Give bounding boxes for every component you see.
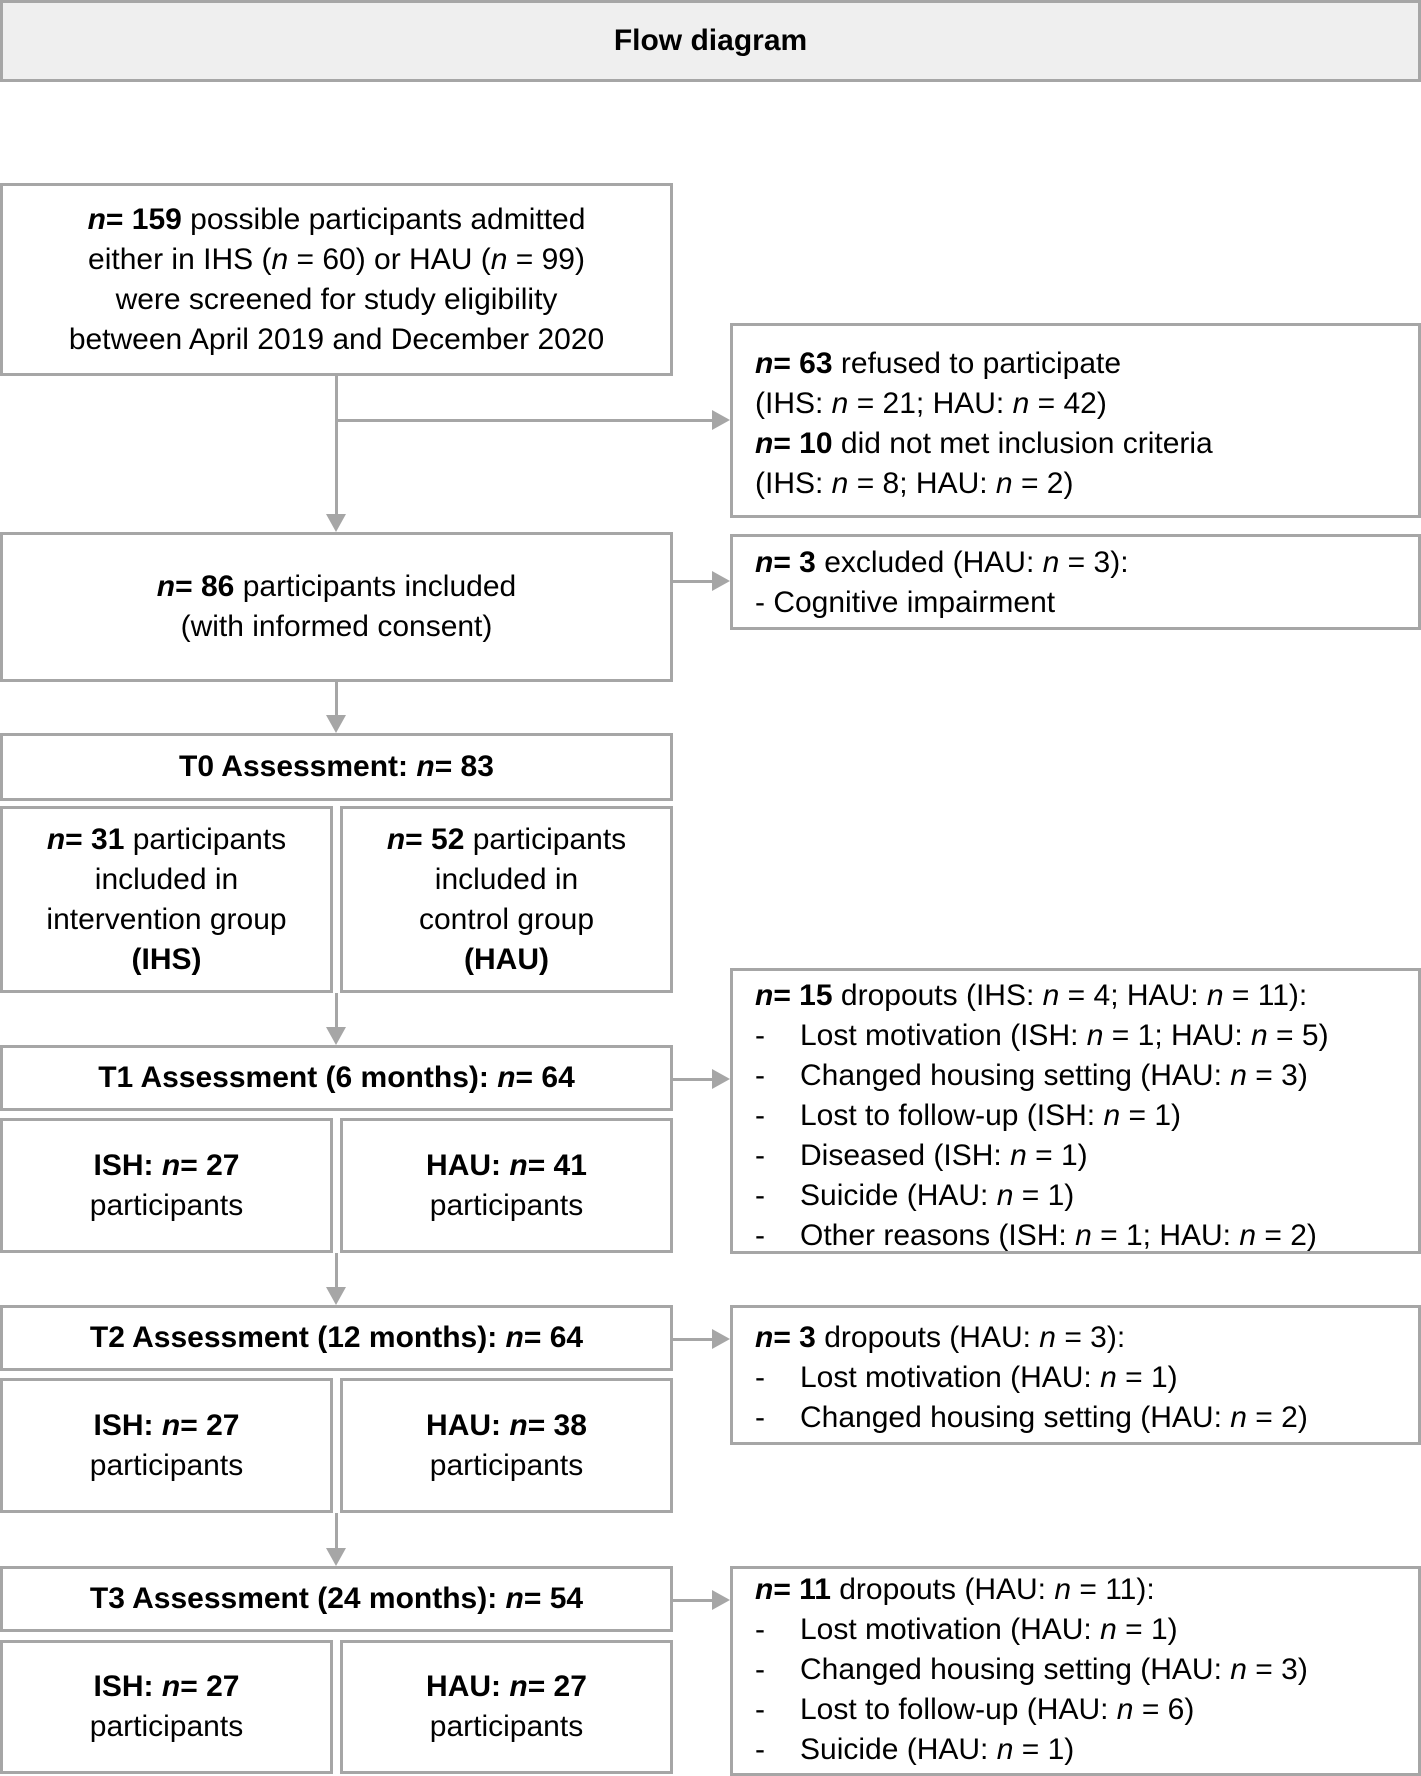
t2-ish-box: ISH: n= 27 participants xyxy=(0,1378,333,1513)
list-item: - Lost motivation (ISH: n = 1; HAU: n = 5) xyxy=(755,1019,1329,1052)
t3-hau-box: HAU: n= 27 participants xyxy=(340,1640,673,1774)
list-item: - Changed housing setting (HAU: n = 3) xyxy=(755,1059,1308,1092)
refused-line-4: (IHS: n = 8; HAU: n = 2) xyxy=(755,467,1074,500)
connector-line xyxy=(335,1513,338,1549)
arrow-down-icon xyxy=(326,1287,346,1305)
connector-line xyxy=(673,1338,713,1341)
list-item: - Lost motivation (HAU: n = 1) xyxy=(755,1613,1178,1646)
t3-ish-box: ISH: n= 27 participants xyxy=(0,1640,333,1774)
t3-assessment-box xyxy=(0,1566,673,1632)
t2-assessment-box xyxy=(0,1305,673,1371)
excluded-line-2: - Cognitive impairment xyxy=(755,586,1056,619)
t3-dropouts-box xyxy=(730,1566,1421,1776)
diagram-title-box xyxy=(0,0,1421,82)
t0-ihs-box: n= 31 participants included in intervention group (IHS) xyxy=(0,806,333,993)
list-item: - Changed housing setting (HAU: n = 3) xyxy=(755,1653,1308,1686)
refused-line-1: n= 63 refused to participate xyxy=(755,347,1122,380)
screening-box xyxy=(0,183,673,376)
t1-dropouts-heading: n= 15 dropouts (IHS: n = 4; HAU: n = 11): xyxy=(755,979,1308,1012)
included-line-1: n= 86 participants included xyxy=(156,570,517,603)
diagram-title: Flow diagram xyxy=(613,24,808,57)
t3-dropouts-heading: n= 11 dropouts (HAU: n = 11): xyxy=(755,1573,1155,1606)
list-item: - Lost to follow-up (ISH: n = 1) xyxy=(755,1099,1182,1132)
arrow-down-icon xyxy=(326,715,346,733)
list-item: - Lost motivation (HAU: n = 1) xyxy=(755,1361,1178,1394)
connector-line xyxy=(673,580,713,583)
t0-hau-box: n= 52 participants included in control group (HAU) xyxy=(340,806,673,993)
t2-assessment-label: T2 Assessment (12 months): n= 64 xyxy=(89,1321,584,1354)
arrow-right-icon xyxy=(712,571,730,591)
arrow-right-icon xyxy=(712,1329,730,1349)
arrow-right-icon xyxy=(712,410,730,430)
arrow-right-icon xyxy=(712,1069,730,1089)
t1-assessment-box xyxy=(0,1045,673,1111)
screening-line-1: n= 159 possible participants admitted xyxy=(87,202,586,236)
t1-ish-box: ISH: n= 27 participants xyxy=(0,1118,333,1253)
t1-assessment-label: T1 Assessment (6 months): n= 64 xyxy=(98,1061,575,1094)
t2-dropouts-heading: n= 3 dropouts (HAU: n = 3): xyxy=(755,1321,1126,1354)
refused-line-3: n= 10 did not met inclusion criteria xyxy=(755,427,1213,460)
t1-hau-box: HAU: n= 41 participants xyxy=(340,1118,673,1253)
connector-line xyxy=(336,419,713,422)
arrow-down-icon xyxy=(326,514,346,532)
t2-hau-box: HAU: n= 38 participants xyxy=(340,1378,673,1513)
t2-dropouts-box xyxy=(730,1305,1421,1445)
connector-line xyxy=(335,1253,338,1288)
connector-line xyxy=(335,993,338,1028)
excluded-box xyxy=(730,534,1421,630)
arrow-right-icon xyxy=(712,1590,730,1610)
arrow-down-icon xyxy=(326,1548,346,1566)
screening-line-2: either in IHS (n = 60) or HAU (n = 99) xyxy=(88,242,585,276)
included-line-2: (with informed consent) xyxy=(180,610,493,643)
connector-line xyxy=(673,1599,713,1602)
excluded-line-1: n= 3 excluded (HAU: n = 3): xyxy=(755,546,1129,579)
list-item: - Changed housing setting (HAU: n = 2) xyxy=(755,1401,1308,1434)
connector-line xyxy=(335,376,338,515)
t3-assessment-label: T3 Assessment (24 months): n= 54 xyxy=(89,1582,584,1615)
list-item: - Diseased (ISH: n = 1) xyxy=(755,1139,1088,1172)
t0-assessment-box xyxy=(0,733,673,801)
list-item: - Suicide (HAU: n = 1) xyxy=(755,1733,1075,1766)
connector-line xyxy=(673,1078,713,1081)
list-item: - Suicide (HAU: n = 1) xyxy=(755,1179,1075,1212)
arrow-down-icon xyxy=(326,1027,346,1045)
list-item: - Other reasons (ISH: n = 1; HAU: n = 2) xyxy=(755,1219,1317,1252)
screening-line-4: between April 2019 and December 2020 xyxy=(68,322,605,356)
refused-line-2: (IHS: n = 21; HAU: n = 42) xyxy=(755,387,1107,420)
list-item: - Lost to follow-up (HAU: n = 6) xyxy=(755,1693,1195,1726)
t1-dropouts-box xyxy=(730,968,1421,1254)
t0-assessment-label: T0 Assessment: n= 83 xyxy=(179,750,494,783)
refused-box xyxy=(730,323,1421,518)
connector-line xyxy=(335,682,338,716)
included-box xyxy=(0,532,673,682)
screening-line-3: were screened for study eligibility xyxy=(115,282,558,316)
